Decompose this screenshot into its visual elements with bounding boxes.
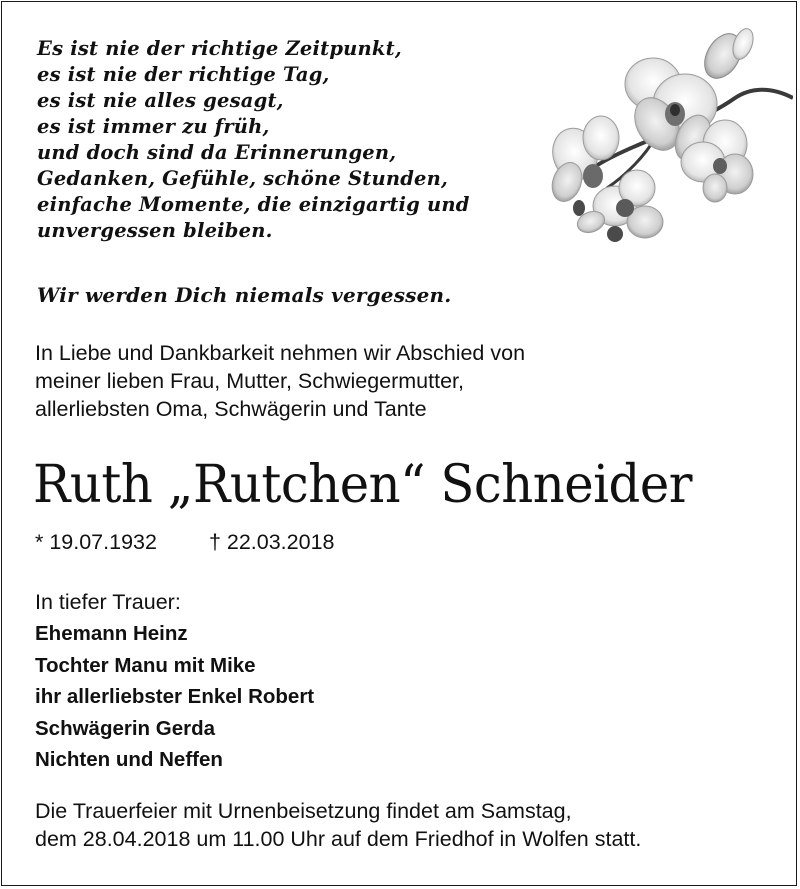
deceased-name: Ruth „Rutchen“ Schneider bbox=[33, 455, 693, 515]
poem-line: Gedanken, Gefühle, schöne Stunden, bbox=[37, 167, 449, 190]
mourner: Nichten und Neffen bbox=[35, 748, 223, 771]
ceremony-line: dem 28.04.2018 um 11.00 Uhr auf dem Friedhof in Wolfen statt. bbox=[35, 827, 642, 851]
intro-text bbox=[35, 339, 525, 423]
poem-line: einfache Momente, die einzigartig und bbox=[37, 193, 470, 216]
poem-line: unvergessen bleiben. bbox=[37, 219, 273, 242]
poem-line: und doch sind da Erinnerungen, bbox=[37, 141, 397, 164]
birth-date: * 19.07.1932 bbox=[35, 530, 157, 554]
ceremony-line: Die Trauerfeier mit Urnenbeisetzung findet am Samstag, bbox=[35, 799, 572, 823]
mourning-label: In tiefer Trauer: bbox=[35, 590, 181, 614]
ceremony-info bbox=[35, 797, 641, 853]
life-dates bbox=[35, 528, 335, 556]
intro-line: In Liebe und Dankbarkeit nehmen wir Abschied von bbox=[35, 341, 526, 365]
mourner: Schwägerin Gerda bbox=[35, 716, 216, 740]
poem-line: Es ist nie der richtige Zeitpunkt, bbox=[37, 37, 402, 60]
mourner: Tochter Manu mit Mike bbox=[35, 653, 256, 677]
death-date: † 22.03.2018 bbox=[208, 530, 335, 554]
poem-line: es ist nie alles gesagt, bbox=[37, 89, 284, 112]
poem-line: es ist nie der richtige Tag, bbox=[37, 63, 330, 86]
poem bbox=[37, 36, 470, 244]
orchid-flower-icon bbox=[545, 26, 793, 244]
poem-line: es ist immer zu früh, bbox=[37, 115, 270, 138]
mourners-list bbox=[35, 618, 314, 776]
intro-line: allerliebsten Oma, Schwägerin und Tante bbox=[35, 397, 427, 421]
motto: Wir werden Dich niemals vergessen. bbox=[37, 283, 452, 307]
intro-line: meiner lieben Frau, Mutter, Schwiegermutter, bbox=[35, 369, 464, 393]
mourner: Ehemann Heinz bbox=[35, 622, 188, 645]
mourner: ihr allerliebster Enkel Robert bbox=[35, 685, 315, 708]
